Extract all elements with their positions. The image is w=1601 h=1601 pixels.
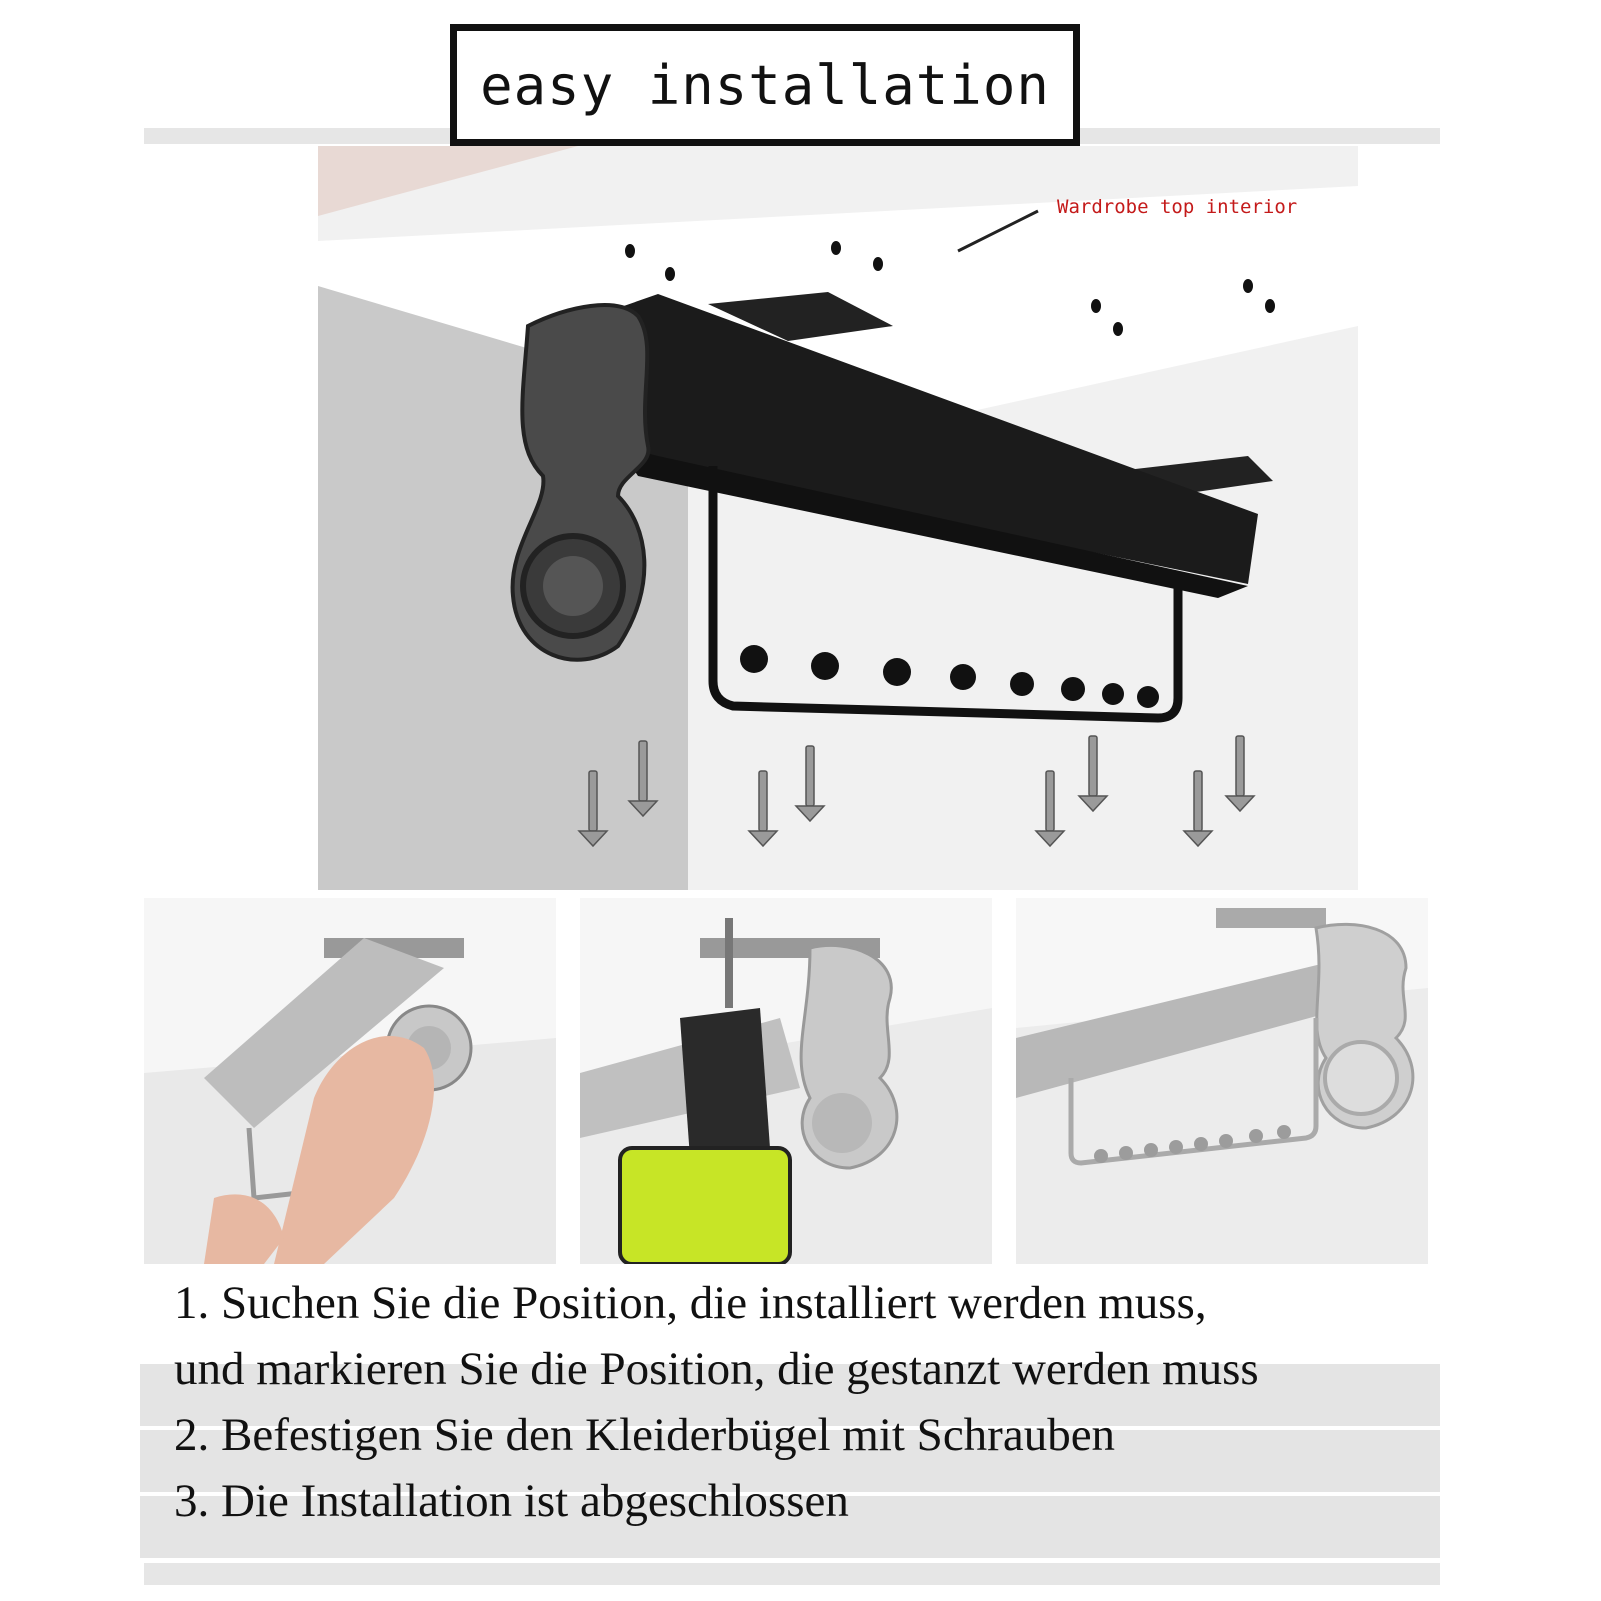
step-2: 2. Befestigen Sie den Kleiderbügel mit Schrauben	[174, 1409, 1116, 1461]
step-photo-3	[1016, 898, 1428, 1264]
hero-rail-illustration	[318, 146, 1358, 890]
step-photo-2	[580, 898, 992, 1264]
bottom-band	[144, 1563, 1440, 1585]
step-photo-1	[144, 898, 556, 1264]
step-1-line-2: und markieren Sie die Position, die gestanzt werden muss	[174, 1343, 1259, 1395]
instruction-steps	[140, 1277, 1440, 1550]
title-box	[450, 24, 1080, 146]
step-1-line-1: 1. Suchen Sie die Position, die installiert werden muss,	[174, 1277, 1207, 1329]
page-title: easy installation	[480, 53, 1050, 117]
hero-label: Wardrobe top interior	[1057, 196, 1298, 218]
step-3: 3. Die Installation ist abgeschlossen	[174, 1475, 849, 1527]
